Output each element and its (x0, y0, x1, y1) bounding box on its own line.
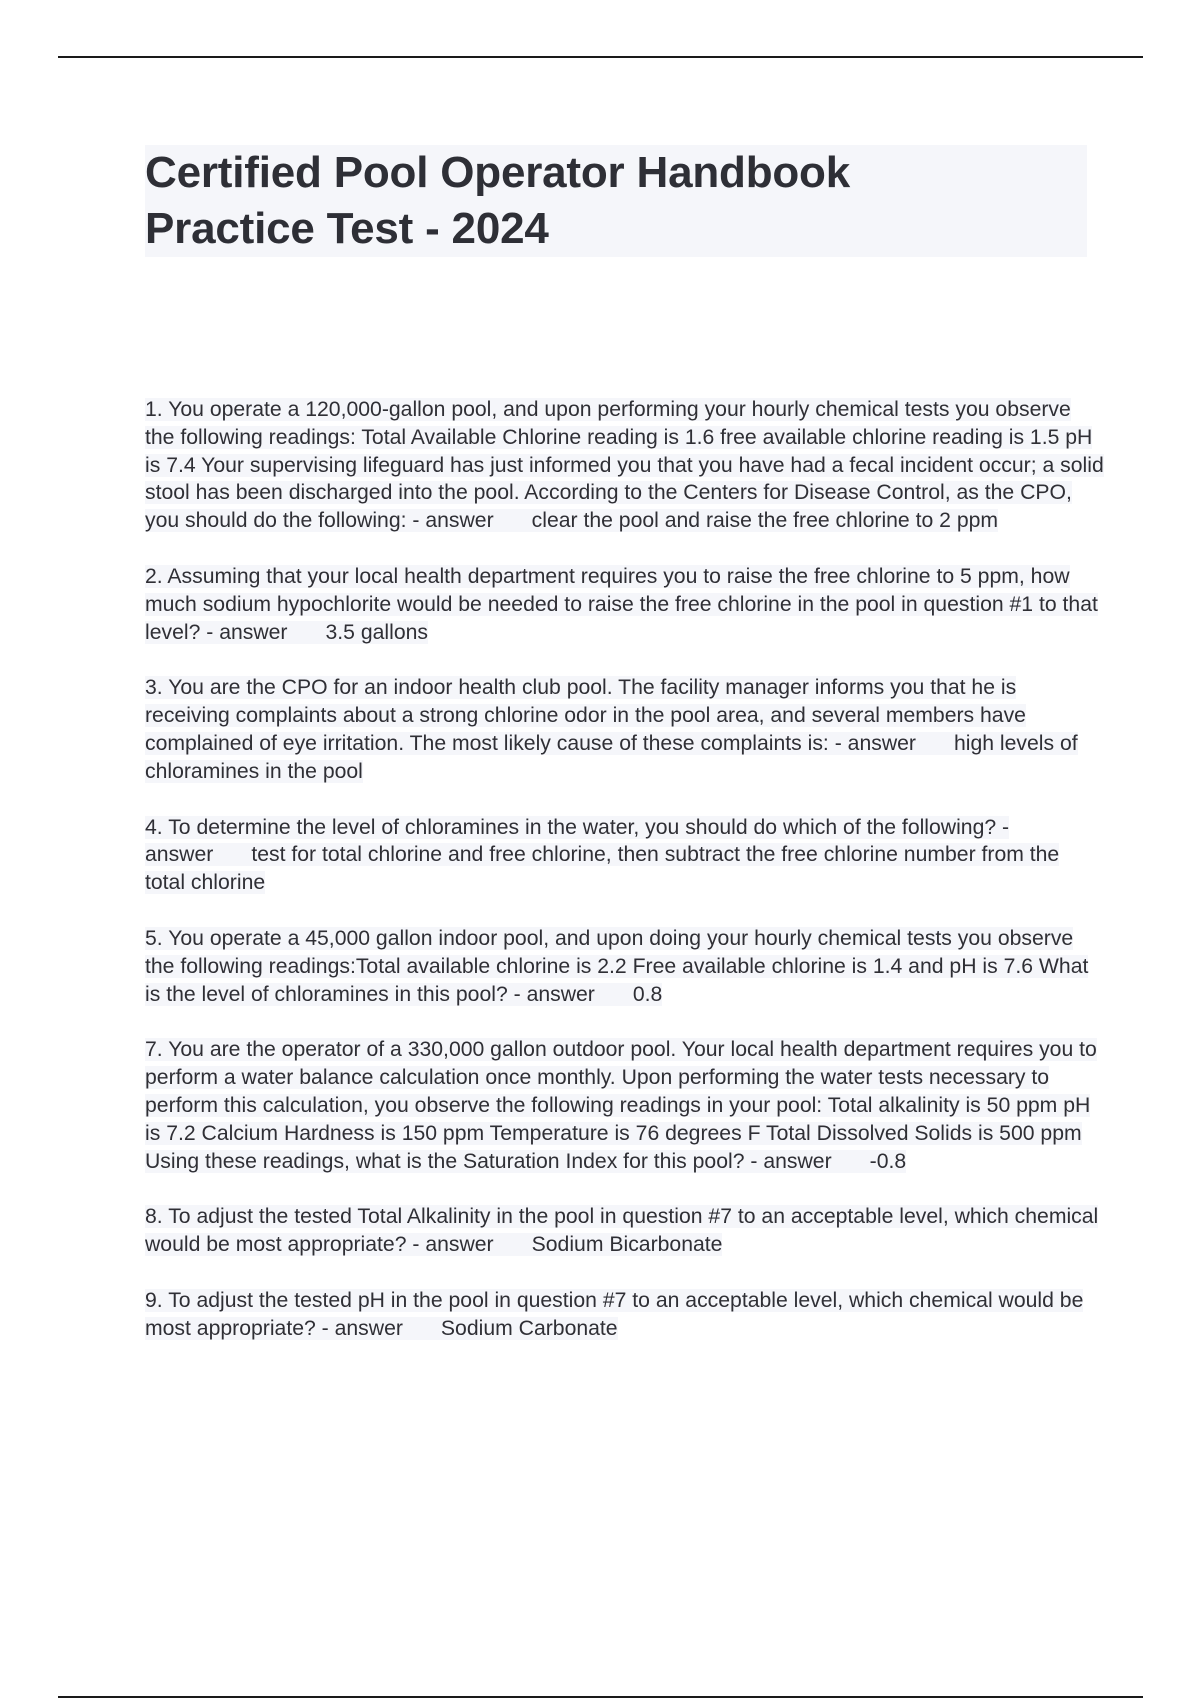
question-item-1 (145, 396, 1105, 535)
answer-separator: - answer (744, 1149, 832, 1173)
bottom-rule (58, 1696, 1143, 1698)
answer-text: 3.5 gallons (325, 620, 428, 644)
answer-separator: - answer (200, 620, 288, 644)
answer-separator: - answer (507, 982, 595, 1006)
question-item-7 (145, 1036, 1105, 1175)
answer-text: test for total chlorine and free chlorine, then subtract the free chlorine number from the total chlorine (145, 843, 1060, 895)
question-list (145, 396, 1105, 1371)
question-text: You are the CPO for an indoor health club pool. The facility manager informs you that he is receiving complaints about a strong chlorine odor in the pool area, and several members have complained of eye irritation. The most likely cause of these complaints is: (145, 676, 1026, 755)
document-title (145, 145, 1087, 257)
question-number: 2. (145, 564, 163, 588)
question-text: You operate a 120,000-gallon pool, and upon performing your hourly chemical tests you observe the following readings: Total Available Chlorine reading is 1.6 free available chlorine reading is 1.5 pH is 7.4 Your supervising lifeguard has just informed you that you have had a fecal incident occur; a solid stool has been discharged into the pool. According to the Centers for Disease Control, as the CPO, you should do the following: (145, 398, 1104, 533)
answer-text: high levels of chloramines in the pool (145, 731, 1078, 783)
answer-separator: - answer (315, 1316, 403, 1340)
answer-text: clear the pool and raise the free chlorine to 2 ppm (531, 509, 999, 533)
question-number: 7. (145, 1038, 163, 1062)
question-text: You operate a 45,000 gallon indoor pool, and upon doing your hourly chemical tests you observe the following readings:Total available chlorine is 2.2 Free available chlorine is 1.4 and pH is 7.6 What is the level of chloramines in this pool? (145, 926, 1089, 1006)
question-item-3 (145, 674, 1105, 785)
title-line-1: Certified Pool Operator Handbook (145, 148, 850, 197)
question-number: 9. (145, 1288, 163, 1312)
question-text: You are the operator of a 330,000 gallon outdoor pool. Your local health department requires you to perform a water balance calculation once monthly. Upon performing the water tests necessary to perform this calculation, you observe the following readings in your pool: Total alkalinity is 50 ppm pH is 7.2 Calcium Hardness is 150 ppm Temperature is 76 degrees F Total Dissolved Solids is 500 ppm Using these readings, what is the Saturation Index for this pool? (145, 1038, 1097, 1173)
question-item-4 (145, 814, 1105, 897)
title-line-2: Practice Test - 2024 (145, 204, 549, 253)
answer-separator: - answer (145, 815, 1010, 867)
question-number: 5. (145, 926, 163, 950)
top-rule (58, 56, 1143, 58)
question-item-2 (145, 563, 1105, 646)
question-item-9 (145, 1287, 1105, 1343)
question-item-8 (145, 1203, 1105, 1259)
question-number: 3. (145, 676, 163, 700)
answer-separator: - answer (406, 1233, 494, 1257)
answer-text: 0.8 (632, 982, 663, 1006)
answer-text: Sodium Bicarbonate (531, 1233, 723, 1257)
question-text: To determine the level of chloramines in the water, you should do which of the following? (168, 815, 997, 839)
question-text: To adjust the tested Total Alkalinity in the pool in question #7 to an acceptable level, which chemical would be most appropriate? (145, 1205, 1099, 1257)
answer-separator: - answer (828, 731, 916, 755)
answer-separator: - answer (406, 509, 494, 533)
question-number: 8. (145, 1205, 163, 1229)
answer-text: Sodium Carbonate (440, 1316, 618, 1340)
answer-text: -0.8 (869, 1149, 907, 1173)
question-item-5 (145, 925, 1105, 1008)
question-text: Assuming that your local health department requires you to raise the free chlorine to 5 ppm, how much sodium hypochlorite would be needed to raise the free chlorine in the pool in question #1 to that level? (145, 564, 1098, 644)
question-number: 4. (145, 815, 163, 839)
question-text: To adjust the tested pH in the pool in question #7 to an acceptable level, which chemical would be most appropriate? (145, 1288, 1084, 1340)
title-block (145, 145, 1087, 257)
question-number: 1. (145, 398, 163, 421)
